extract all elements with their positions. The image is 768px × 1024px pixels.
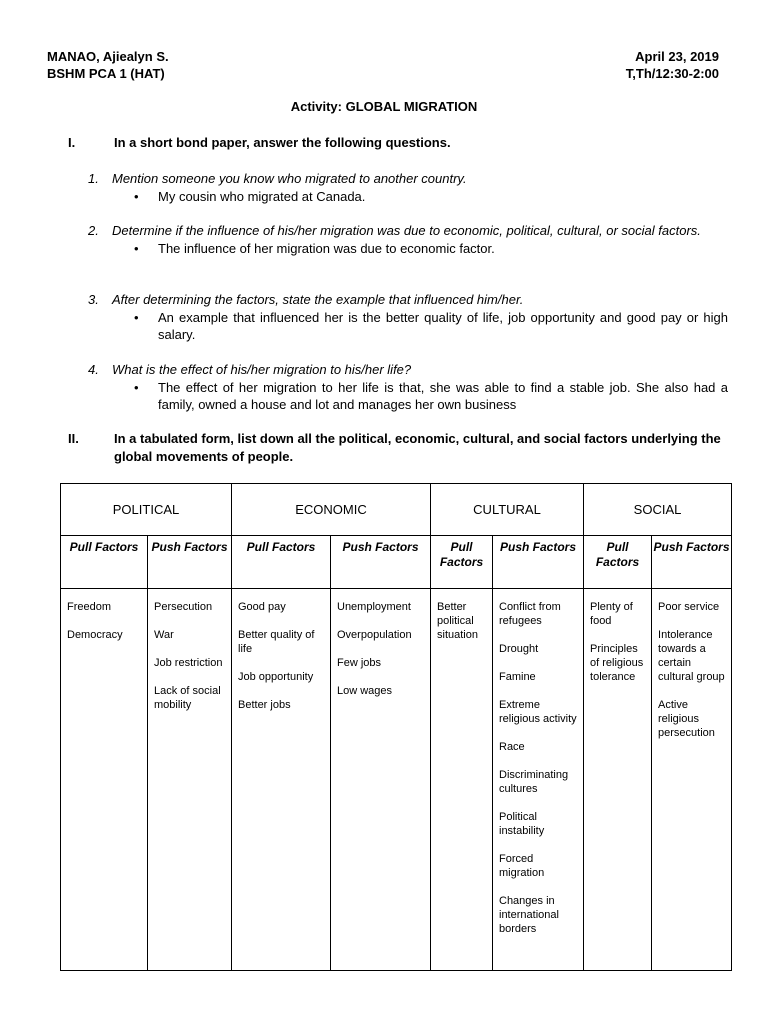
factor-item: Job opportunity [238, 671, 314, 683]
subheader-social-push: Push Factors [652, 536, 732, 589]
factor-item: Principles of religious tolerance [590, 643, 644, 683]
question-2 [88, 222, 728, 257]
factor-item: Overpopulation [337, 629, 412, 641]
factor-item: Better political situation [437, 601, 478, 641]
section-2-numeral: II. [68, 431, 79, 446]
factors-body-row [61, 589, 732, 971]
category-social: SOCIAL [584, 484, 732, 536]
factor-item: War [154, 629, 174, 641]
factor-item: Freedom [67, 601, 112, 613]
subheader-social-pull: Pull Factors [584, 536, 652, 589]
factor-item: Persecution [154, 601, 213, 613]
bullet-icon: • [134, 241, 139, 256]
factor-item: Extreme religious activity [499, 699, 577, 725]
section-1-numeral: I. [68, 135, 76, 150]
class-schedule: T,Th/12:30-2:00 [625, 66, 719, 81]
section-2-instruction: In a tabulated form, list down all the political, economic, cultural, and social factors underlying the global movements of people. [114, 431, 721, 464]
category-political: POLITICAL [61, 484, 232, 536]
factor-item: Better quality of life [238, 629, 315, 655]
answer [134, 240, 728, 257]
social-push-cell [652, 589, 732, 971]
question-number: 1. [88, 171, 99, 186]
factor-item: Unemployment [337, 601, 411, 613]
answer [134, 309, 728, 343]
question-4 [88, 361, 728, 413]
section-1-instruction: In a short bond paper, answer the following questions. [114, 135, 451, 150]
cultural-push-cell [493, 589, 584, 971]
political-push-cell [148, 589, 232, 971]
social-pull-cell [584, 589, 652, 971]
student-name: MANAO, Ajiealyn S. [47, 49, 169, 64]
question-text: After determining the factors, state the example that influenced him/her. [112, 292, 524, 307]
question-text: Mention someone you know who migrated to another country. [112, 171, 467, 186]
factors-table [60, 483, 732, 971]
bullet-icon: • [134, 310, 139, 325]
answer-text: My cousin who migrated at Canada. [158, 189, 366, 204]
factor-item: Low wages [337, 685, 393, 697]
factor-item: Good pay [238, 601, 286, 613]
date-info [626, 48, 719, 82]
answer-text: An example that influenced her is the better quality of life, job opportunity and good pay or high salary. [158, 310, 728, 342]
factor-item: Better jobs [238, 699, 291, 711]
student-course: BSHM PCA 1 (HAT) [47, 66, 165, 81]
factor-item: Famine [499, 671, 536, 683]
bullet-icon: • [134, 189, 139, 204]
factor-item: Few jobs [337, 657, 382, 669]
category-cultural: CULTURAL [431, 484, 584, 536]
category-economic: ECONOMIC [232, 484, 431, 536]
factor-item: Lack of social mobility [154, 685, 221, 711]
factor-item: Democracy [67, 629, 123, 641]
subheader-political-pull: Pull Factors [61, 536, 148, 589]
question-number: 4. [88, 362, 99, 377]
subheader-political-push: Push Factors [148, 536, 232, 589]
factor-item: Discriminating cultures [499, 769, 569, 795]
subheader-cultural-pull: Pull Factors [431, 536, 493, 589]
student-info [47, 48, 169, 82]
factor-item: Plenty of food [590, 601, 633, 627]
answer-text: The influence of her migration was due to economic factor. [158, 241, 495, 256]
subheader-row [61, 536, 732, 589]
bullet-icon: • [134, 380, 139, 395]
factor-item: Conflict from refugees [499, 601, 561, 627]
subheader-economic-pull: Pull Factors [232, 536, 331, 589]
factor-item: Intolerance towards a certain cultural group [658, 629, 725, 683]
political-pull-cell [61, 589, 148, 971]
factor-item: Poor service [658, 601, 720, 613]
answer [134, 379, 728, 413]
subheader-economic-push: Push Factors [331, 536, 431, 589]
category-header-row [61, 484, 732, 536]
cultural-pull-cell [431, 589, 493, 971]
factor-item: Political instability [499, 811, 545, 837]
page-title: Activity: GLOBAL MIGRATION [290, 99, 478, 114]
question-text: What is the effect of his/her migration to his/her life? [112, 362, 412, 377]
factor-item: Job restriction [154, 657, 223, 669]
answer [134, 188, 728, 205]
factor-item: Forced migration [499, 853, 545, 879]
question-number: 2. [88, 223, 99, 238]
factor-item: Drought [499, 643, 539, 655]
factor-item: Changes in international borders [499, 895, 559, 935]
question-1 [88, 170, 728, 205]
question-text: Determine if the influence of his/her migration was due to economic, political, cultural, or social factors. [112, 223, 701, 238]
subheader-cultural-push: Push Factors [493, 536, 584, 589]
factor-item: Active religious persecution [658, 699, 715, 739]
question-number: 3. [88, 292, 99, 307]
economic-pull-cell [232, 589, 331, 971]
question-3 [88, 291, 728, 343]
economic-push-cell [331, 589, 431, 971]
factor-item: Race [499, 741, 525, 753]
answer-text: The effect of her migration to her life is that, she was able to find a stable job. She also had a family, owned a house and lot and manages her own business [158, 380, 728, 412]
document-date: April 23, 2019 [635, 49, 719, 64]
